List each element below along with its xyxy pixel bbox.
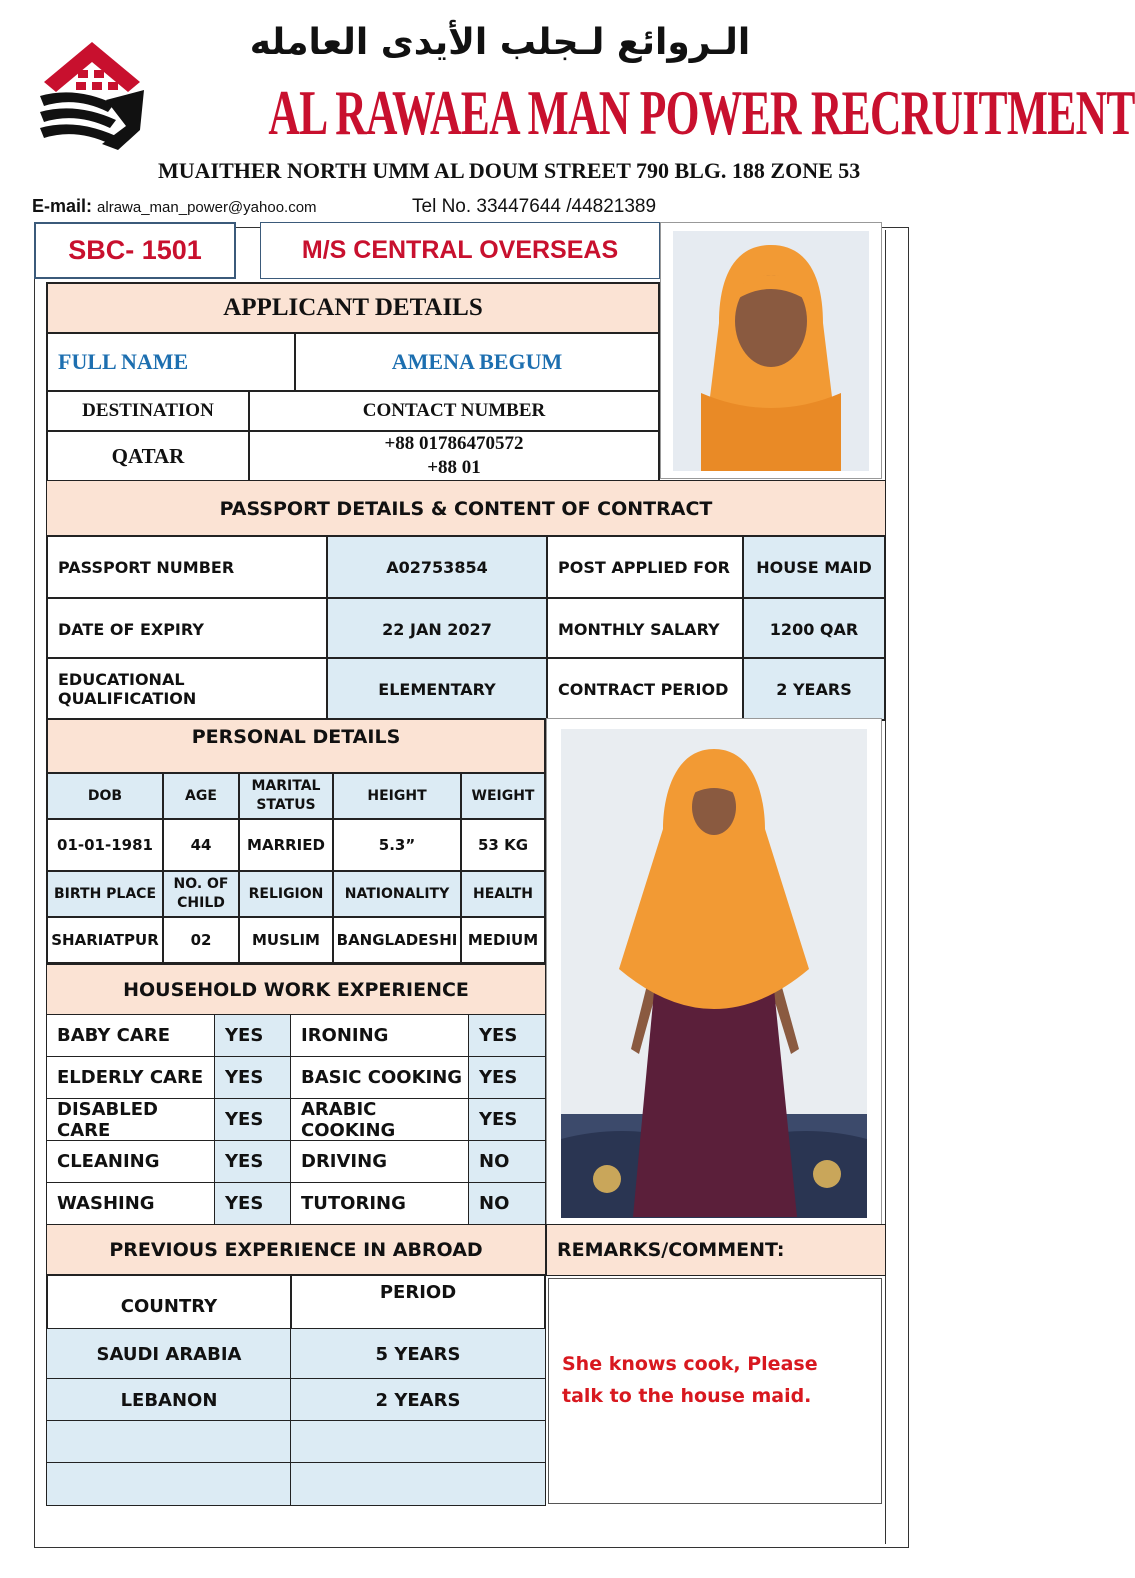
abroad-country-cell	[46, 1420, 292, 1464]
personal-header-cell: NO. OF CHILD	[162, 870, 240, 918]
remarks-text: She knows cook, Please talk to the house maid.	[562, 1353, 818, 1407]
destination-value: QATAR	[46, 430, 250, 482]
abroad-country-cell: SAUDI ARABIA	[46, 1328, 292, 1380]
remarks-title: REMARKS/COMMENT:	[546, 1224, 886, 1276]
personal-header-cell: DOB	[46, 772, 164, 820]
personal-value-cell: MARRIED	[238, 818, 334, 872]
company-address: MUAITHER NORTH UMM AL DOUM STREET 790 BLG. 188 ZONE 53	[158, 158, 861, 183]
inner-frame-line	[885, 230, 886, 1544]
abroad-country-cell: LEBANON	[46, 1378, 292, 1422]
contact-number-2: +88 01	[427, 457, 481, 478]
household-answer-cell: YES	[468, 1014, 546, 1057]
household-task-cell: IRONING	[290, 1014, 470, 1057]
personal-value-cell: 44	[162, 818, 240, 872]
applicant-full-body-photo	[546, 718, 882, 1225]
passport-label-cell: DATE OF EXPIRY	[46, 597, 328, 661]
abroad-country-header: COUNTRY	[46, 1274, 292, 1330]
personal-details-title: PERSONAL DETAILS	[46, 718, 546, 774]
abroad-period-cell: 2 YEARS	[290, 1378, 546, 1422]
personal-header-cell: WEIGHT	[460, 772, 546, 820]
full-name-label: FULL NAME	[46, 332, 296, 392]
personal-value-cell: 5.3”	[332, 818, 462, 872]
passport-label2-cell: POST APPLIED FOR	[546, 535, 744, 599]
passport-value-cell: A02753854	[326, 535, 548, 599]
passport-label2-cell: CONTRACT PERIOD	[546, 657, 744, 721]
reference-code: SBC- 1501	[34, 222, 236, 279]
personal-value-cell: BANGLADESHI	[332, 916, 462, 964]
passport-value2-cell: HOUSE MAID	[742, 535, 886, 599]
passport-value-cell: 22 JAN 2027	[326, 597, 548, 661]
personal-value-cell: 02	[162, 916, 240, 964]
household-answer-cell: YES	[468, 1098, 546, 1141]
personal-value-cell: SHARIATPUR	[46, 916, 164, 964]
passport-section-title: PASSPORT DETAILS & CONTENT OF CONTRACT	[46, 480, 886, 537]
household-answer-cell: YES	[214, 1098, 292, 1141]
destination-label: DESTINATION	[46, 390, 250, 432]
household-answer-cell: NO	[468, 1140, 546, 1183]
abroad-country-cell	[46, 1462, 292, 1506]
abroad-period-header: PERIOD	[290, 1274, 546, 1330]
contact-number-value	[248, 430, 660, 482]
personal-header-cell: BIRTH PLACE	[46, 870, 164, 918]
applicant-details-title: APPLICANT DETAILS	[46, 282, 660, 334]
household-task-cell: ARABIC COOKING	[290, 1098, 470, 1141]
company-logo	[36, 34, 148, 156]
personal-header-cell: HEALTH	[460, 870, 546, 918]
full-name-value: AMENA BEGUM	[294, 332, 660, 392]
passport-value2-cell: 2 YEARS	[742, 657, 886, 721]
household-task-cell: ELDERLY CARE	[46, 1056, 216, 1099]
household-answer-cell: YES	[214, 1140, 292, 1183]
household-task-cell: TUTORING	[290, 1182, 470, 1225]
passport-label2-cell: MONTHLY SALARY	[546, 597, 744, 661]
household-task-cell: CLEANING	[46, 1140, 216, 1183]
household-task-cell: WASHING	[46, 1182, 216, 1225]
personal-header-cell: AGE	[162, 772, 240, 820]
household-answer-cell: YES	[214, 1056, 292, 1099]
household-task-cell: DISABLED CARE	[46, 1098, 216, 1141]
company-name: AL RAWAEA MAN POWER RECRUITMENT	[268, 77, 1135, 148]
email-label: E-mail:	[32, 196, 93, 216]
household-task-cell: DRIVING	[290, 1140, 470, 1183]
abroad-section-title: PREVIOUS EXPERIENCE IN ABROAD	[46, 1224, 546, 1276]
email-line	[32, 196, 412, 222]
abroad-period-cell: 5 YEARS	[290, 1328, 546, 1380]
agency-name: M/S CENTRAL OVERSEAS	[260, 222, 660, 279]
applicant-headshot-photo	[660, 222, 882, 479]
personal-value-cell: 01-01-1981	[46, 818, 164, 872]
passport-label-cell: EDUCATIONAL QUALIFICATION	[46, 657, 328, 721]
contact-number-label: CONTACT NUMBER	[248, 390, 660, 432]
personal-value-cell: MEDIUM	[460, 916, 546, 964]
personal-header-cell: RELIGION	[238, 870, 334, 918]
household-answer-cell: YES	[214, 1014, 292, 1057]
household-section-title: HOUSEHOLD WORK EXPERIENCE	[46, 964, 546, 1016]
household-answer-cell: NO	[468, 1182, 546, 1225]
household-task-cell: BASIC COOKING	[290, 1056, 470, 1099]
passport-value2-cell: 1200 QAR	[742, 597, 886, 661]
passport-label-cell: PASSPORT NUMBER	[46, 535, 328, 599]
email-value[interactable]: alrawa_man_power@yahoo.com	[97, 199, 317, 216]
personal-value-cell: MUSLIM	[238, 916, 334, 964]
abroad-period-cell	[290, 1420, 546, 1464]
personal-header-cell: MARITAL STATUS	[238, 772, 334, 820]
household-task-cell: BABY CARE	[46, 1014, 216, 1057]
tel-number: Tel No. 33447644 /44821389	[412, 196, 657, 217]
personal-header-cell: HEIGHT	[332, 772, 462, 820]
passport-value-cell: ELEMENTARY	[326, 657, 548, 721]
arabic-company-name: الـروائع لـجلب الأيدى العامله	[249, 22, 751, 63]
personal-header-cell: NATIONALITY	[332, 870, 462, 918]
personal-value-cell: 53 KG	[460, 818, 546, 872]
contact-number-1: +88 01786470572	[384, 433, 524, 454]
abroad-period-cell	[290, 1462, 546, 1506]
household-answer-cell: YES	[214, 1182, 292, 1225]
household-answer-cell: YES	[468, 1056, 546, 1099]
